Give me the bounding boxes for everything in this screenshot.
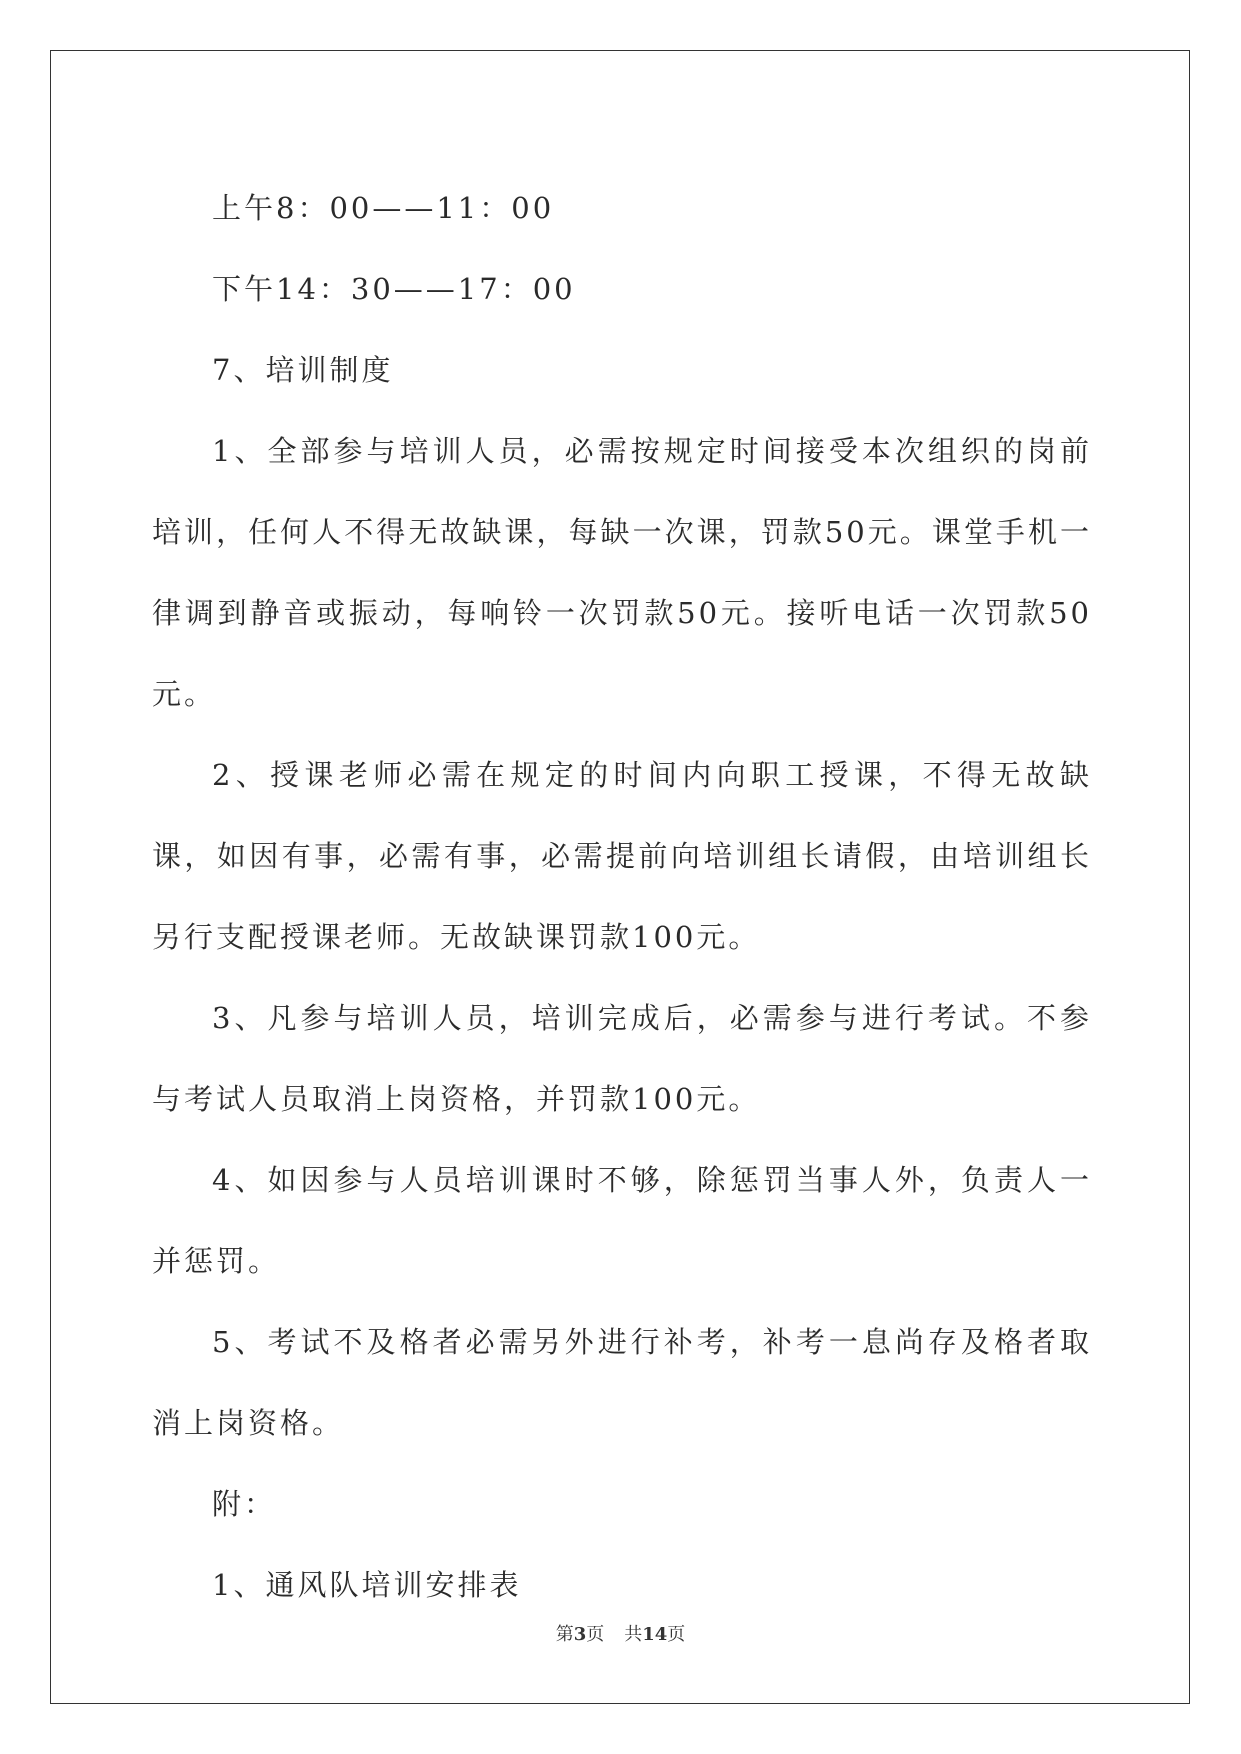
section-heading-training-rules: 7、培训制度 <box>212 353 394 387</box>
total-pages: 14 <box>642 1624 668 1645</box>
page-prefix: 第 <box>555 1624 574 1645</box>
page-footer <box>0 1620 1241 1646</box>
rule-paragraph-4: 4、如因参与人员培训课时不够，除惩罚当事人外，负责人一并惩罚。 <box>152 1163 1092 1278</box>
page-suffix: 页 <box>586 1624 605 1645</box>
rule-paragraph-2: 2、授课老师必需在规定的时间内向职工授课，不得无故缺课，如因有事，必需有事，必需提前向培训组长请假，由培训组长另行支配授课老师。无故缺课罚款100元。 <box>152 758 1092 954</box>
paragraph-afternoon-time: 下午14：30——17：00 <box>212 272 576 306</box>
appendix-item-1: 1、通风队培训安排表 <box>212 1568 522 1602</box>
rule-paragraph-5: 5、考试不及格者必需另外进行补考，补考一息尚存及格者取消上岗资格。 <box>152 1325 1092 1440</box>
total-suffix: 页 <box>667 1624 686 1645</box>
rule-paragraph-3: 3、凡参与培训人员，培训完成后，必需参与进行考试。不参与考试人员取消上岗资格，并罚款100元。 <box>152 1001 1092 1116</box>
paragraph-morning-time: 上午8：00——11：00 <box>212 191 555 225</box>
document-body <box>152 168 1092 1626</box>
appendix-heading: 附： <box>212 1487 277 1521</box>
total-prefix: 共 <box>624 1624 643 1645</box>
page-number: 3 <box>573 1624 587 1645</box>
rule-paragraph-1: 1、全部参与培训人员，必需按规定时间接受本次组织的岗前培训，任何人不得无故缺课，每缺一次课，罚款50元。课堂手机一律调到静音或振动，每响铃一次罚款50元。接听电话一次罚款50元。 <box>152 434 1092 711</box>
